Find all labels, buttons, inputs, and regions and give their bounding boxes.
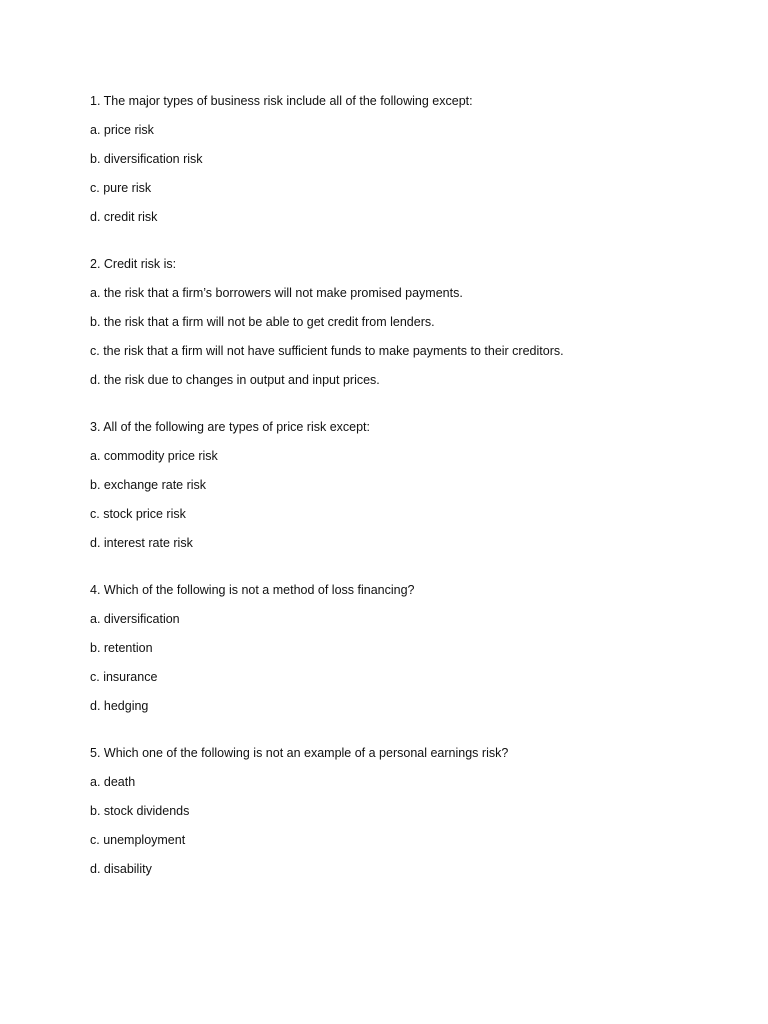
answer-option: c. stock price risk [90, 507, 186, 521]
answer-option: c. the risk that a firm will not have sufficient funds to make payments to their creditors. [90, 344, 564, 358]
question-prompt: 5. Which one of the following is not an example of a personal earnings risk? [90, 746, 509, 760]
question-prompt: 4. Which of the following is not a method of loss financing? [90, 583, 415, 597]
answer-option: a. price risk [90, 123, 154, 137]
answer-option: d. hedging [90, 699, 149, 713]
question-4 [90, 581, 730, 715]
question-prompt: 1. The major types of business risk include all of the following except: [90, 94, 473, 108]
answer-option: b. exchange rate risk [90, 478, 207, 492]
answer-option: b. the risk that a firm will not be able to get credit from lenders. [90, 315, 435, 329]
answer-option: a. commodity price risk [90, 449, 218, 463]
answer-option: a. diversification [90, 612, 180, 626]
answer-option: c. insurance [90, 670, 158, 684]
question-2 [90, 255, 730, 389]
question-3 [90, 418, 730, 552]
answer-option: c. unemployment [90, 833, 186, 847]
answer-option: a. the risk that a firm’s borrowers will not make promised payments. [90, 286, 463, 300]
answer-option: d. the risk due to changes in output and input prices. [90, 373, 380, 387]
answer-option: b. retention [90, 641, 153, 655]
answer-option: d. disability [90, 862, 152, 876]
question-prompt: 3. All of the following are types of price risk except: [90, 420, 370, 434]
quiz-document [90, 92, 730, 907]
answer-option: b. diversification risk [90, 152, 203, 166]
question-prompt: 2. Credit risk is: [90, 257, 177, 271]
answer-option: d. credit risk [90, 210, 158, 224]
question-1 [90, 92, 730, 226]
answer-option: a. death [90, 775, 136, 789]
answer-option: b. stock dividends [90, 804, 190, 818]
question-5 [90, 744, 730, 878]
answer-option: c. pure risk [90, 181, 152, 195]
answer-option: d. interest rate risk [90, 536, 193, 550]
